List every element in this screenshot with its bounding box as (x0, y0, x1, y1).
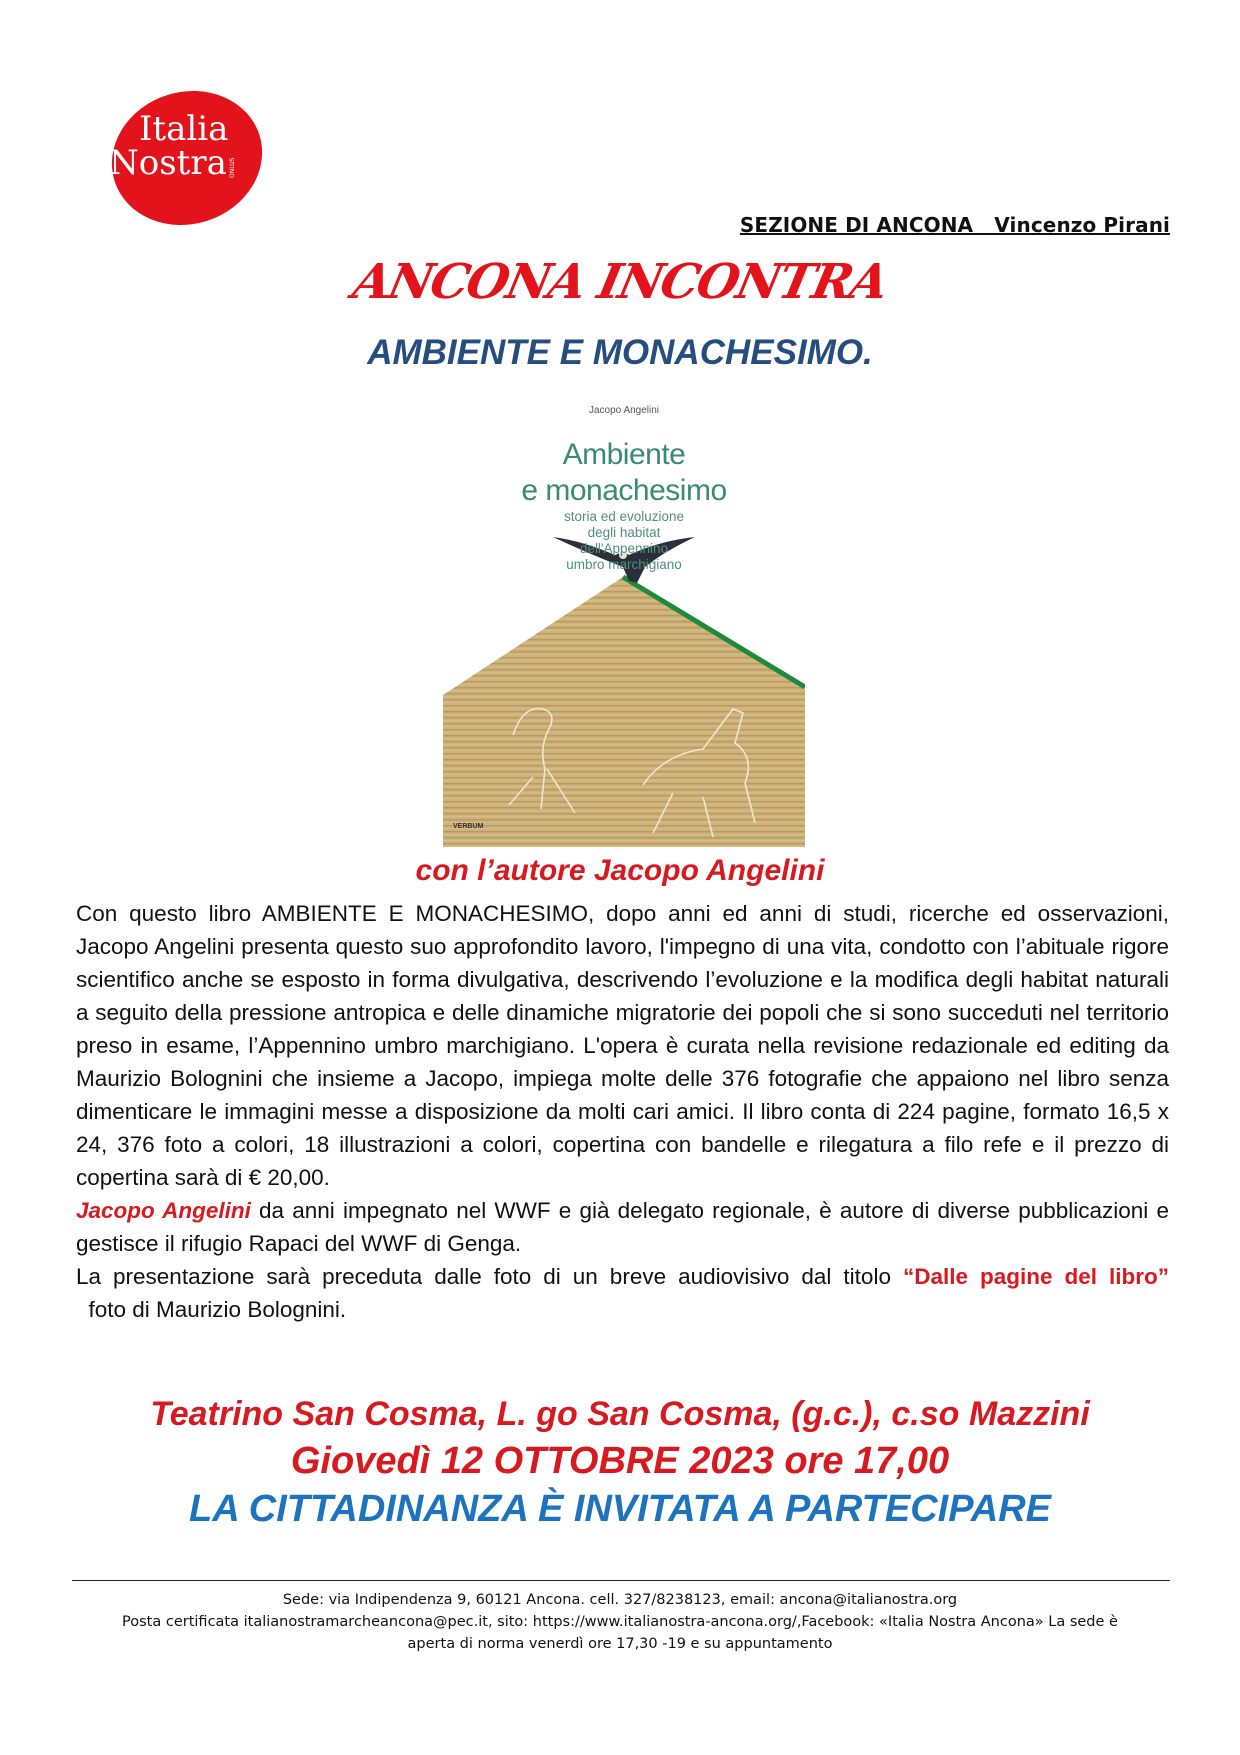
audiovisual-text-before: La presentazione sarà preceduta dalle foto di un breve audiovisivo dal titolo (76, 1264, 903, 1289)
logo-mark: ONLUS (229, 157, 236, 178)
invitation-line: LA CITTADINANZA È INVITATA A PARTECIPARE (189, 1488, 1051, 1530)
author-bio-text: da anni impegnato nel WWF e già delegato regionale, è autore di diverse pubblicazioni e gestisce il rifugio Rapaci del WWF di Genga. (76, 1198, 1169, 1256)
cover-subtitle-line: storia ed evoluzione (563, 509, 685, 524)
audiovisual-text-after: foto di Maurizio Bolognini. (76, 1297, 347, 1322)
cover-title (443, 437, 805, 509)
footer-divider (72, 1580, 1170, 1581)
cover-subtitle-line: degli habitat (587, 525, 661, 540)
author-name-highlight: Jacopo Angelini (76, 1198, 251, 1223)
body-text (76, 897, 1169, 1326)
book-cover (443, 405, 805, 847)
cover-subtitle-line: dell'Appennino (579, 541, 669, 556)
footer-address: Sede: via Indipendenza 9, 60121 Ancona. cell. 327/8238123, email: ancona@italianostra.org (282, 1592, 958, 1608)
logo-line2: Nostra (109, 143, 227, 183)
author-line: con l’autore Jacopo Angelini (415, 854, 825, 887)
footer-contacts: Posta certificata italianostramarcheancona@pec.it, sito: https://www.italianostra-ancona.org/,Facebook: «Italia Nostra Ancona» La sede è (122, 1614, 1118, 1630)
logo-circle-icon (103, 82, 279, 232)
cover-author: Jacopo Angelini (588, 405, 660, 416)
audiovisual-title-highlight: “Dalle pagine del libro” (902, 1264, 1170, 1289)
paragraph-audiovisual (76, 1260, 1169, 1326)
cover-subtitle-line: umbro marchigiano (566, 557, 682, 572)
venue-line: Teatrino San Cosma, L. go San Cosma, (g.c.), c.so Mazzini (150, 1395, 1090, 1433)
cover-subtitle (443, 509, 805, 573)
cover-publisher: VERBUM (453, 823, 484, 830)
footer (80, 1589, 1160, 1655)
italia-nostra-logo (103, 82, 279, 232)
event-series-title: ANCONA INCONTRA (348, 254, 892, 310)
date-line: Giovedì 12 OTTOBRE 2023 ore 17,00 (290, 1440, 950, 1482)
cover-title-line1: Ambiente (562, 438, 686, 471)
section-header: SEZIONE DI ANCONA Vincenzo Pirani (739, 213, 1170, 237)
cover-title-line2: e monachesimo (521, 474, 727, 507)
book-title: AMBIENTE E MONACHESIMO. (367, 333, 873, 372)
logo-line1: Italia (139, 109, 229, 149)
paragraph-author-bio (76, 1194, 1169, 1260)
paragraph-description: Con questo libro AMBIENTE E MONACHESIMO, dopo anni ed anni di studi, ricerche ed osservazioni, Jacopo Angelini presenta questo suo approfondito lavoro, l'impegno di una vita, condotto con l’abituale rigore scientifico anche se esposto in forma divulgativa, descrivendo l’evoluzione e la modifica degli habitat naturali a seguito della pressione antropica e delle dinamiche migratorie dei popoli che si sono succeduti nel territorio preso in esame, l’Appennino umbro marchigiano. L'opera è curata nella revisione redazionale ed editing da Maurizio Bolognini che insieme a Jacopo, impiega molte delle 376 fotografie che appaiono nel libro senza dimenticare le immagini messe a disposizione da molti cari amici. Il libro conta di 224 pagine, formato 16,5 x 24, 376 foto a colori, 18 illustrazioni a colori, copertina con bandelle e rilegatura a filo refe e il prezzo di copertina sarà di € 20,00. (76, 901, 1169, 1190)
footer-hours: aperta di norma venerdì ore 17,30 -19 e su appuntamento (407, 1636, 833, 1652)
